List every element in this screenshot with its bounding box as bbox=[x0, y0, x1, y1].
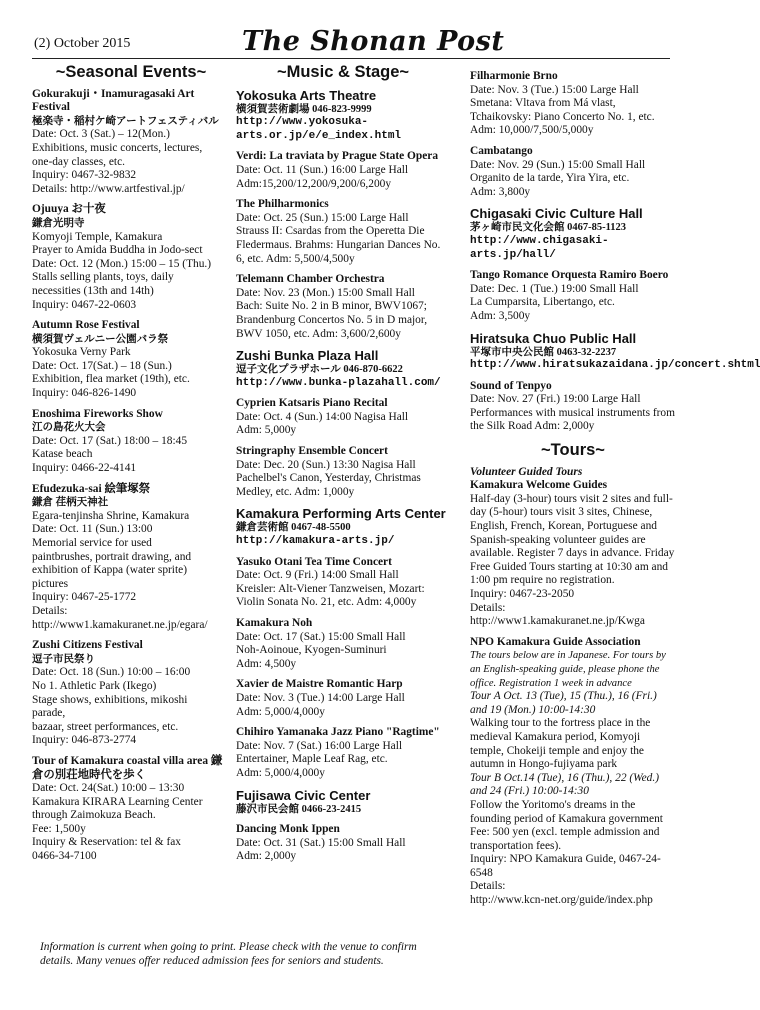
concert-title: The Philharmonics bbox=[236, 198, 329, 211]
venue-url[interactable]: http://www.hiratsukazaidana.jp/concert.shtml bbox=[470, 359, 760, 372]
tour-details-label: Details: bbox=[470, 880, 506, 893]
concert-detail: Date: Nov. 3 (Tue.) 15:00 Large Hall bbox=[470, 83, 639, 96]
issue-label: (2) October 2015 bbox=[34, 36, 131, 51]
venue-block bbox=[236, 788, 450, 817]
event-detail: through Zaimokuza Beach. bbox=[32, 809, 156, 822]
event-detail: Inquiry: 0467-22-0603 bbox=[32, 298, 137, 311]
tour-inquiry: Inquiry: 0467-23-2050 bbox=[470, 588, 575, 600]
tour-a-dates: Tour A Oct. 13 (Tue), 15 (Thu.), 16 (Fri.) and 19 (Mon.) 10:00-14:30 bbox=[470, 690, 657, 716]
event-detail: Inquiry: 0466-22-4141 bbox=[32, 462, 137, 475]
tour-description: Half-day (3-hour) tours visit 2 sites and full-day (5-hour) tours visit 3 sites, Chinese, English, French, Korean, Portuguese and Spanish-speaking volunteer guides are available. Register 7 days in advance. Friday Free Guided Tours starting at 10:30 am and 1:00 pm require no registration. bbox=[470, 492, 675, 587]
music-stage-heading: ~Music & Stage~ bbox=[276, 63, 410, 81]
concert-item bbox=[470, 380, 676, 434]
venue-contact: 横須賀芸術劇場 046-823-9999 bbox=[236, 103, 372, 115]
event-detail: necessities (13th and 14th) bbox=[32, 284, 154, 297]
concert-title: Yasuko Otani Tea Time Concert bbox=[236, 555, 392, 568]
tour-details-label: Details: bbox=[470, 601, 506, 614]
event-detail: Details: bbox=[32, 604, 68, 617]
concert-detail: Date: Nov. 3 (Tue.) 14:00 Large Hall bbox=[236, 691, 405, 704]
newspaper-title: The Shonan Post bbox=[242, 26, 505, 57]
event-japanese-name: 鎌倉 荏柄天神社 bbox=[32, 497, 109, 509]
event-detail: Exhibitions, music concerts, lectures, bbox=[32, 141, 203, 154]
concert-detail: Date: Oct. 9 (Fri.) 14:00 Small Hall bbox=[236, 569, 399, 582]
concert-detail: Date: Dec. 20 (Sun.) 13:30 Nagisa Hall bbox=[236, 458, 416, 471]
concert-item bbox=[236, 823, 450, 864]
event-detail: Prayer to Amida Buddha in Jodo-sect bbox=[32, 244, 203, 257]
event-item bbox=[32, 319, 230, 401]
event-detail: Details: http://www.artfestival.jp/ bbox=[32, 182, 185, 195]
concert-detail: Date: Nov. 7 (Sat.) 16:00 Large Hall Entertainer, Maple Leaf Rag, etc. bbox=[236, 739, 403, 766]
event-item bbox=[32, 483, 230, 633]
event-detail: Yokosuka Verny Park bbox=[32, 346, 131, 359]
concert-item bbox=[470, 269, 676, 323]
concert-detail: Noh-Aoinoue, Kyogen-Suminuri bbox=[236, 644, 387, 657]
concert-title: Verdi: La traviata by Prague State Opera bbox=[236, 150, 439, 163]
concert-detail: Smetana: Vltava from Má vlast, Tchaikovsky: Piano Concerto No. 1, etc. bbox=[470, 97, 655, 123]
tours-heading: ~Tours~ bbox=[541, 441, 605, 460]
event-detail: Katase beach bbox=[32, 448, 93, 461]
concert-title: Tango Romance Orquesta Ramiro Boero bbox=[470, 269, 669, 282]
concert-item bbox=[470, 70, 676, 138]
event-detail: paintbrushes, portrait drawing, and bbox=[32, 550, 192, 563]
event-detail: exhibition of Kappa (water sprite) bbox=[32, 564, 187, 577]
concert-detail: Bach: Suite No. 2 in B minor, BWV1067; Brandenburg Concertos No. 5 in D major, BWV 1050, etc. Adm: 3,600/2,600y bbox=[236, 300, 428, 340]
header-rule bbox=[32, 58, 670, 59]
concert-title: Kamakura Noh bbox=[236, 617, 313, 629]
concert-detail: Date: Dec. 1 (Tue.) 19:00 Small Hall bbox=[470, 282, 639, 295]
event-detail: Inquiry: 046-826-1490 bbox=[32, 387, 137, 400]
concert-detail: Date: Oct. 11 (Sun.) 16:00 Large Hall bbox=[236, 163, 409, 176]
concert-item bbox=[236, 273, 450, 341]
concert-detail: Adm: 5,000/4,000y bbox=[236, 766, 325, 779]
concert-detail: Date: Nov. 23 (Mon.) 15:00 Small Hall bbox=[236, 286, 415, 299]
event-item bbox=[32, 408, 230, 476]
tour-inquiry: Inquiry: NPO Kamakura Guide, 0467-24-6548 bbox=[470, 853, 661, 879]
event-detail: Date: Oct. 3 (Sat.) – 12(Mon.) bbox=[32, 128, 170, 141]
event-detail: Egara-tenjinsha Shrine, Kamakura bbox=[32, 509, 190, 522]
tour-url[interactable]: http://www.kcn-net.org/guide/index.php bbox=[470, 894, 653, 907]
concert-item bbox=[470, 145, 676, 199]
concert-detail: Performances with musical instruments from the Silk Road Adm: 2,000y bbox=[470, 406, 675, 433]
concert-detail: Adm: 3,800y bbox=[470, 185, 531, 198]
concert-detail: Adm: 2,000y bbox=[236, 850, 297, 863]
concert-item bbox=[236, 397, 450, 438]
event-title: Enoshima Fireworks Show bbox=[32, 407, 163, 420]
venue-contact: 鎌倉芸術館 0467-48-5500 bbox=[236, 522, 351, 534]
event-detail: 0466-34-7100 bbox=[32, 850, 97, 863]
tour-title: Kamakura Welcome Guides bbox=[470, 479, 608, 492]
event-detail: Date: Oct. 24(Sat.) 10:00 – 13:30 bbox=[32, 782, 185, 795]
seasonal-events-heading: ~Seasonal Events~ bbox=[55, 63, 207, 81]
event-detail: bazaar, street performances, etc. bbox=[32, 720, 179, 733]
event-japanese-name: 江の島花火大会 bbox=[32, 422, 106, 434]
venue-url[interactable]: http://www.chigasaki-arts.jp/hall/ bbox=[470, 234, 609, 261]
concert-title: Stringraphy Ensemble Concert bbox=[236, 445, 388, 458]
event-detail: Komyoji Temple, Kamakura bbox=[32, 230, 163, 243]
concert-item bbox=[236, 445, 450, 499]
concert-detail: Adm: 4,500y bbox=[236, 657, 297, 670]
event-detail: one-day classes, etc. bbox=[32, 155, 125, 168]
concert-title: Chihiro Yamanaka Jazz Piano "Ragtime" bbox=[236, 726, 440, 739]
event-detail: Inquiry & Reservation: tel & fax bbox=[32, 836, 181, 849]
tour-title: NPO Kamakura Guide Association bbox=[470, 635, 641, 648]
seasonal-events-column bbox=[32, 63, 230, 871]
concert-title: Cambatango bbox=[470, 144, 533, 157]
event-detail: Date: Oct. 17(Sat.) – 18 (Sun.) bbox=[32, 359, 172, 372]
tour-b-description: Follow the Yoritomo's dreams in the founding period of Kamakura government Fee: 500 yen (excl. temple admission and transportation fees). bbox=[470, 798, 663, 852]
event-detail: Inquiry: 0467-25-1772 bbox=[32, 591, 137, 604]
event-title: Tour of Kamakura coastal villa area 鎌倉の別荘地時代を歩く bbox=[32, 754, 223, 781]
concert-detail: Organito de la tarde, Yira Yira, etc. bbox=[470, 172, 630, 185]
event-item bbox=[32, 88, 230, 197]
venue-url[interactable]: http://kamakura-arts.jp/ bbox=[236, 535, 395, 548]
concert-item bbox=[236, 678, 450, 719]
tour-lead: Volunteer Guided Tours bbox=[470, 465, 583, 478]
welcome-guides-tour bbox=[470, 466, 676, 629]
event-japanese-name: 極楽寺・稲村ケ崎アートフェスティバル bbox=[32, 115, 219, 127]
concert-detail: Adm: 10,000/7,500/5,000y bbox=[470, 124, 594, 137]
concert-title: Sound of Tenpyo bbox=[470, 379, 552, 392]
concert-title: Xavier de Maistre Romantic Harp bbox=[236, 678, 403, 691]
concert-item bbox=[236, 198, 450, 266]
event-detail: No 1. Athletic Park (Ikego) bbox=[32, 679, 157, 692]
tour-note: The tours below are in Japanese. For tours by an English-speaking guide, please phone the office. Registration 1 week in advance bbox=[470, 650, 666, 689]
venue-contact: 平塚市中央公民館 0463-32-2237 bbox=[470, 346, 617, 358]
concert-item bbox=[236, 556, 450, 610]
venue-name: Chigasaki Civic Culture Hall bbox=[470, 206, 643, 222]
tour-a-description: Walking tour to the fortress place in the medieval Kamakura period, Komyoji temple, Chokeiji temple and enjoy the autumn in Hongo-fujiyama park bbox=[470, 717, 651, 771]
event-detail: Date: Oct. 12 (Mon.) 15:00 – 15 (Thu.) bbox=[32, 257, 212, 270]
concert-detail: Date: Oct. 31 (Sat.) 15:00 Small Hall bbox=[236, 836, 406, 849]
event-detail: Stage shows, exhibitions, mikoshi bbox=[32, 693, 188, 706]
event-detail: Inquiry: 0467-32-9832 bbox=[32, 169, 137, 182]
concert-detail: Adm: 3,500y bbox=[470, 309, 531, 322]
venue-name: Hiratsuka Chuo Public Hall bbox=[470, 330, 637, 346]
concert-detail: Pachelbel's Canon, Yesterday, Christmas Medley, etc. Adm: 1,000y bbox=[236, 472, 421, 498]
event-detail: http://www1.kamakuranet.ne.jp/egara/ bbox=[32, 618, 208, 631]
event-japanese-name: 鎌倉光明寺 bbox=[32, 217, 85, 229]
event-detail: parade, bbox=[32, 707, 66, 720]
right-column bbox=[470, 70, 760, 915]
concert-title: Dancing Monk Ippen bbox=[236, 823, 340, 836]
event-detail: Stalls selling plants, toys, daily bbox=[32, 271, 174, 284]
concert-detail: Date: Oct. 25 (Sun.) 15:00 Large Hall bbox=[236, 211, 409, 224]
event-detail: Fee: 1,500y bbox=[32, 822, 86, 835]
npo-guide-tour bbox=[470, 636, 676, 908]
venue-url[interactable]: http://www.yokosuka-arts.or.jp/e/e_index.html bbox=[236, 116, 402, 142]
venue-contact: 茅ヶ崎市民文化会館 0467-85-1123 bbox=[470, 222, 627, 234]
concert-detail: Date: Oct. 4 (Sun.) 14:00 Nagisa Hall bbox=[236, 410, 409, 423]
hiratsuka-venue bbox=[470, 330, 760, 373]
event-japanese-name: 逗子市民祭り bbox=[32, 653, 95, 665]
venue-block bbox=[236, 506, 450, 548]
chigasaki-venue bbox=[470, 206, 676, 262]
concert-detail: Date: Nov. 27 (Fri.) 19:00 Large Hall bbox=[470, 393, 641, 406]
venue-name: Fujisawa Civic Center bbox=[236, 787, 371, 803]
venue-block bbox=[236, 88, 450, 144]
music-stage-column bbox=[236, 63, 450, 871]
concert-title: Telemann Chamber Orchestra bbox=[236, 273, 385, 286]
concert-detail: La Cumparsita, Libertango, etc. bbox=[470, 296, 615, 309]
event-japanese-name: 横須賀ヴェルニー公園バラ祭 bbox=[32, 333, 169, 345]
event-detail: Inquiry: 046-873-2774 bbox=[32, 734, 137, 747]
event-title: Gokurakuji・Inamuragasaki Art Festival bbox=[32, 87, 195, 114]
venue-block bbox=[236, 348, 450, 390]
concert-title: Filharmonie Brno bbox=[470, 70, 558, 82]
event-title: Zushi Citizens Festival bbox=[32, 639, 143, 652]
event-item bbox=[32, 639, 230, 748]
venue-name: Kamakura Performing Arts Center bbox=[236, 506, 446, 522]
concert-item bbox=[236, 617, 450, 671]
venue-name: Zushi Bunka Plaza Hall bbox=[236, 348, 379, 364]
event-detail: Kamakura KIRARA Learning Center bbox=[32, 795, 203, 808]
concert-detail: Date: Nov. 29 (Sun.) 15:00 Small Hall bbox=[470, 158, 646, 171]
concert-item bbox=[236, 150, 450, 191]
event-title: Autumn Rose Festival bbox=[32, 319, 140, 332]
event-detail: Exhibition, flea market (19th), etc. bbox=[32, 373, 190, 386]
event-item bbox=[32, 203, 230, 312]
concert-detail: Date: Oct. 17 (Sat.) 15:00 Small Hall bbox=[236, 630, 406, 643]
concert-detail: Kreisler: Alt-Viener Tanzweisen, Mozart: Violin Sonata No. 21, etc. Adm: 4,000y bbox=[236, 582, 425, 609]
event-detail: Date: Oct. 17 (Sat.) 18:00 – 18:45 bbox=[32, 434, 188, 447]
concert-item bbox=[236, 726, 450, 780]
event-title: Efudezuka-sai 絵筆塚祭 bbox=[32, 482, 151, 495]
tour-b-dates: Tour B Oct.14 (Tue), 16 (Thu.), 22 (Wed.) and 24 (Fri.) 10:00-14:30 bbox=[470, 771, 659, 798]
venue-contact: 藤沢市民会館 0466-23-2415 bbox=[236, 803, 362, 815]
venue-name: Yokosuka Arts Theatre bbox=[236, 87, 377, 103]
event-detail: pictures bbox=[32, 577, 69, 590]
tour-url[interactable]: http://www1.kamakuranet.ne.jp/Kwga bbox=[470, 615, 645, 628]
concert-title: Cyprien Katsaris Piano Recital bbox=[236, 397, 388, 410]
concert-detail: Adm: 5,000/4,000y bbox=[236, 705, 325, 718]
event-title: Ojuuya お十夜 bbox=[32, 203, 106, 216]
concert-detail: Adm: 5,000y bbox=[236, 424, 297, 437]
footer-note: Information is current when going to print. Please check with the venue to confirm details. Many venues offer reduced admission fees for seniors and students. bbox=[40, 941, 417, 967]
venue-contact: 逗子文化プラザホール 046-870-6622 bbox=[236, 364, 403, 376]
event-detail: Memorial service for used bbox=[32, 537, 152, 549]
venue-url[interactable]: http://www.bunka-plazahall.com/ bbox=[236, 376, 441, 389]
concert-detail: Strauss II: Csardas from the Operetta Die Fledermaus. Brahms: Hungarian Dances No. 6, etc. Adm: 5,500/4,500y bbox=[236, 225, 441, 265]
concert-detail: Adm:15,200/12,200/9,200/6,200y bbox=[236, 177, 392, 190]
event-detail: Date: Oct. 11 (Sun.) 13:00 bbox=[32, 523, 153, 536]
event-item bbox=[32, 755, 230, 864]
event-detail: Date: Oct. 18 (Sun.) 10:00 – 16:00 bbox=[32, 666, 191, 679]
